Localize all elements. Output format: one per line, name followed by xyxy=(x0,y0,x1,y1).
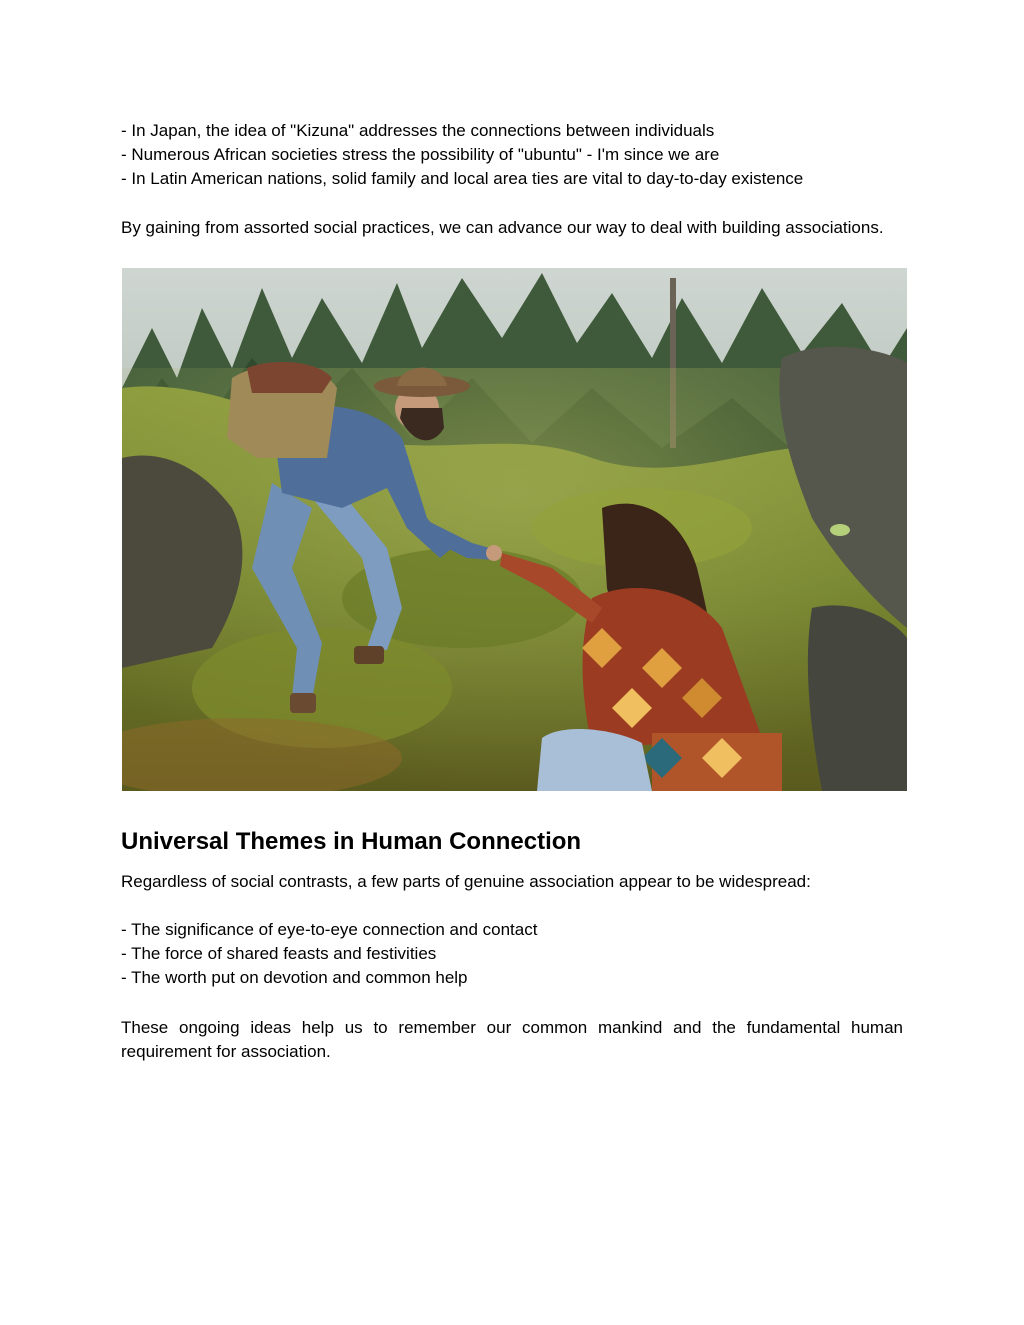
list-item: - In Latin American nations, solid family and local area ties are vital to day-to-day existence xyxy=(121,169,804,188)
closing-paragraph: These ongoing ideas help us to remember our common mankind and the fundamental human requirement for association. xyxy=(121,1018,903,1061)
cultural-examples-list xyxy=(121,119,903,191)
list-item: - Numerous African societies stress the possibility of "ubuntu" - I'm since we are xyxy=(121,145,720,164)
section-heading: Universal Themes in Human Connection xyxy=(121,828,582,855)
list-item: - The force of shared feasts and festivities xyxy=(121,944,437,963)
universal-themes-list xyxy=(121,918,903,990)
list-item: - The worth put on devotion and common help xyxy=(121,968,468,987)
body-paragraph: By gaining from assorted social practices, we can advance our way to deal with building associations. xyxy=(121,218,884,237)
list-item: - In Japan, the idea of "Kizuna" addresses the connections between individuals xyxy=(121,121,715,140)
hikers-helping-hand-photo xyxy=(122,268,907,791)
section-intro: Regardless of social contrasts, a few parts of genuine association appear to be widespread: xyxy=(121,872,811,891)
list-item: - The significance of eye-to-eye connection and contact xyxy=(121,920,538,939)
